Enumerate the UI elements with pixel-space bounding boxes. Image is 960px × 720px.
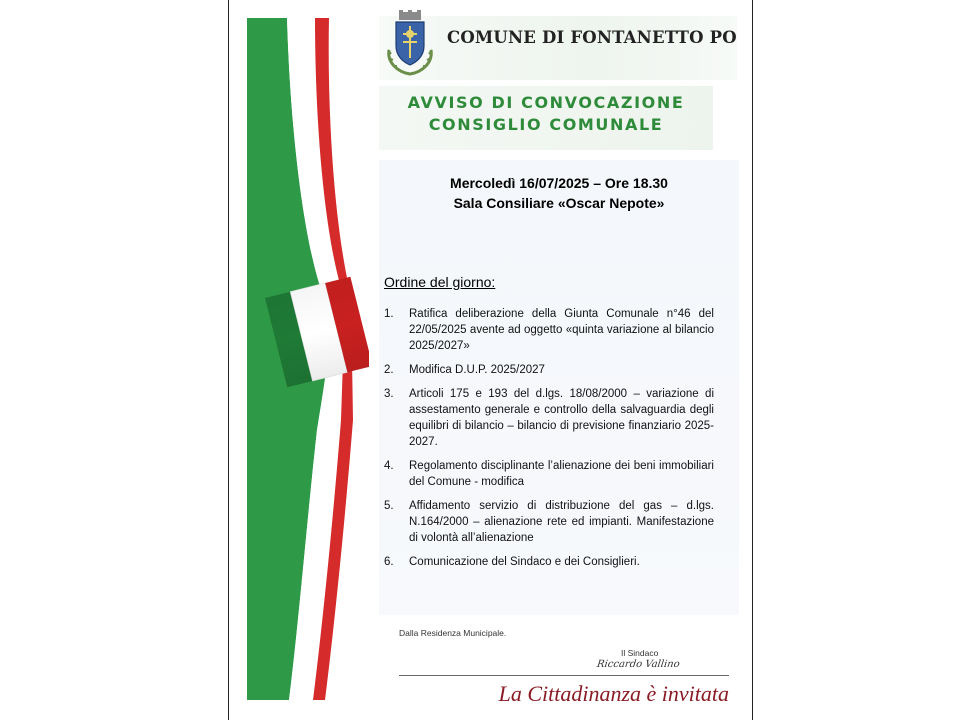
agenda-item-text: Modifica D.U.P. 2025/2027 bbox=[409, 364, 545, 376]
agenda-item bbox=[384, 498, 714, 546]
meeting-venue: Sala Consiliare «Oscar Nepote» bbox=[453, 195, 665, 211]
agenda-item-number: 2. bbox=[384, 364, 394, 376]
agenda-item bbox=[384, 386, 714, 450]
agenda-item bbox=[384, 554, 714, 570]
agenda-item-text: Affidamento servizio di distribuzione del gas – d.lgs. N.164/2000 – alienazione rete ed impianti. Manifestazione di volontà all’alienazione bbox=[409, 500, 714, 544]
agenda-item bbox=[384, 306, 714, 354]
agenda-item-text: Regolamento disciplinante l’alienazione dei beni immobiliari del Comune - modifica bbox=[409, 460, 714, 488]
italian-flag-ribbon bbox=[229, 0, 369, 720]
municipality-name: COMUNE DI FONTANETTO PO bbox=[447, 28, 737, 47]
agenda-item-number: 5. bbox=[384, 500, 394, 512]
agenda-item-number: 1. bbox=[384, 308, 394, 320]
notice-title-line-1: AVVISO DI CONVOCAZIONE bbox=[407, 93, 685, 112]
agenda-item bbox=[384, 458, 714, 490]
footer-residence: Dalla Residenza Municipale. bbox=[399, 628, 507, 638]
mayor-signature: Riccardo Vallino bbox=[596, 659, 681, 670]
agenda-heading: Ordine del giorno: bbox=[384, 274, 496, 290]
agenda-item bbox=[384, 362, 714, 378]
agenda-item-text: Comunicazione del Sindaco e dei Consiglieri. bbox=[409, 556, 640, 568]
municipal-crest-icon bbox=[385, 10, 435, 76]
agenda-item-number: 6. bbox=[384, 556, 394, 568]
footer-mayor-label: Il Sindaco bbox=[621, 648, 659, 658]
notice-title-line-2: CONSIGLIO COMUNALE bbox=[428, 115, 664, 134]
footer-divider bbox=[399, 675, 729, 676]
notice-page bbox=[228, 0, 753, 720]
invitation-text: La Cittadinanza è invitata bbox=[498, 681, 729, 706]
meeting-datetime: Mercoledì 16/07/2025 – Ore 18.30 bbox=[450, 175, 668, 191]
agenda-item-text: Articoli 175 e 193 del d.lgs. 18/08/2000 – variazione di assestamento generale e controllo della salvaguardia degli equilibri di bilancio – bilancio di previsione finanziario 2025-2027. bbox=[409, 388, 714, 448]
agenda-item-text: Ratifica deliberazione della Giunta Comunale n°46 del 22/05/2025 avente ad oggetto «quinta variazione al bilancio 2025/2027» bbox=[409, 308, 714, 352]
agenda-item-number: 3. bbox=[384, 388, 394, 400]
agenda-list bbox=[384, 306, 714, 578]
agenda-item-number: 4. bbox=[384, 460, 394, 472]
